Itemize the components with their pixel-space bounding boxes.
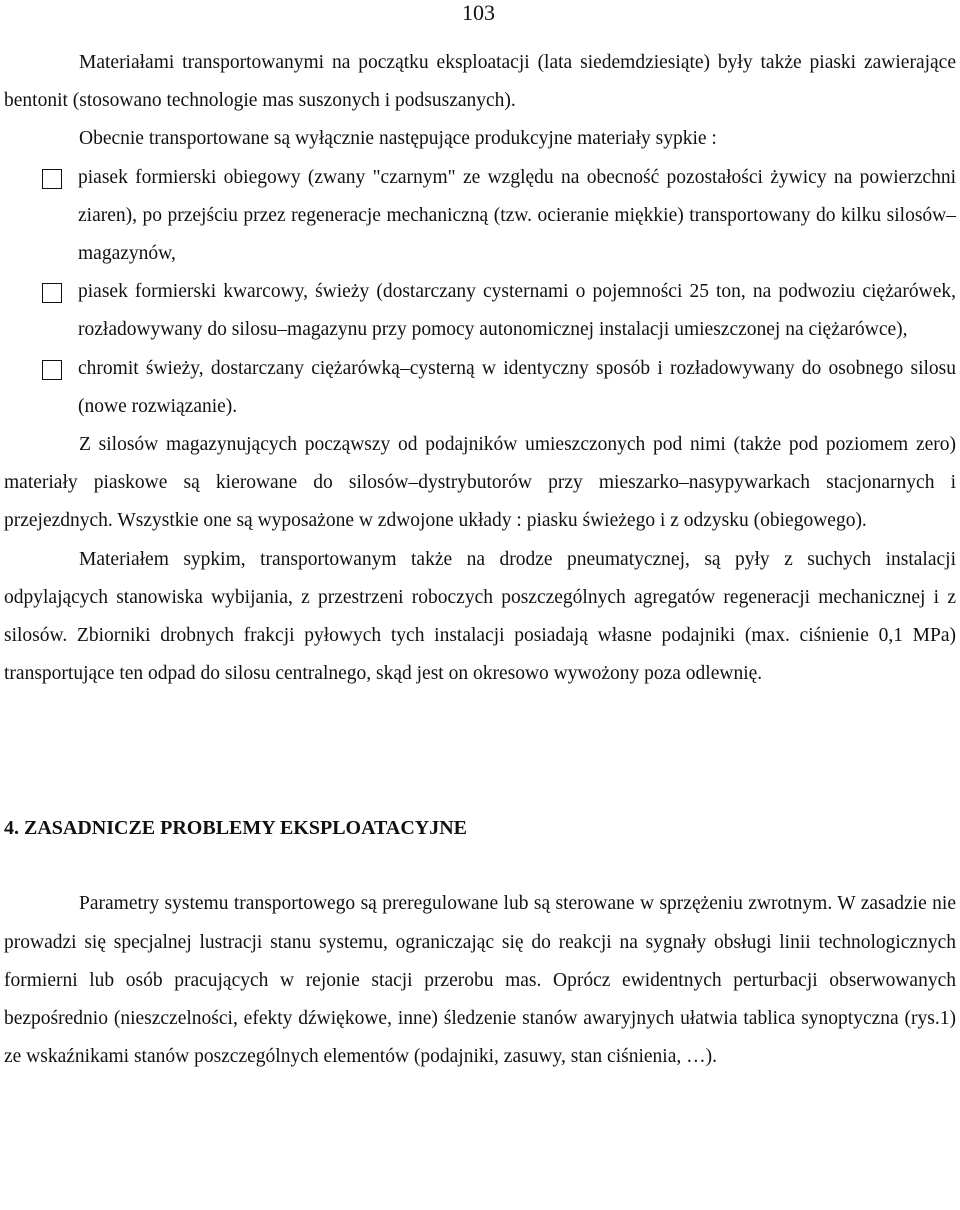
list-item bbox=[4, 350, 956, 426]
section-spacer bbox=[4, 693, 956, 809]
dust-paragraph: Materiałem sypkim, transportowanym także na drodze pneumatycznej, są pyły z suchych instalacji odpylających stanowiska wybijania, z przestrzeni roboczych poszczególnych agregatów regeneracji mechanicznej i z silosów. Zbiorniki drobnych frakcji pyłowych tych instalacji posiadają własne podajniki (max. ciśnienie 0,1 MPa) transportujące ten odpad do silosu centralnego, skąd jest on okresowo wywożony poza odlewnię. bbox=[4, 548, 956, 685]
document-body bbox=[4, 44, 956, 1076]
checkbox-square-icon bbox=[42, 283, 62, 303]
list-intro: Obecnie transportowane są wyłącznie następujące produkcyjne materiały sypkie : bbox=[79, 128, 717, 150]
checkbox-square-icon bbox=[42, 169, 62, 189]
checkbox-square-icon bbox=[42, 360, 62, 380]
list-item bbox=[4, 273, 956, 349]
silos-paragraph: Z silosów magazynujących począwszy od podajników umieszczonych pod nimi (także pod poziomem zero) materiały piaskowe są kierowane do silosów–dystrybutorów przy mieszarko–nasypywarkach stacjonarnych i przejezdnych. Wszystkie one są wyposażone w zdwojone układy : piasku świeżego i z odzysku (obiegowego). bbox=[4, 434, 956, 532]
heading-spacer bbox=[4, 847, 956, 885]
list-item-text: chromit świeży, dostarczany ciężarówką–cysterną w identyczny sposób i rozładowywany do osobnego silosu (nowe rozwiązanie). bbox=[78, 357, 956, 417]
list-item bbox=[4, 159, 956, 274]
page-number: 103 bbox=[462, 0, 495, 25]
intro-paragraph: Materiałami transportowanymi na początku eksploatacji (lata siedemdziesiąte) były także piaski zawierające bentonit (stosowano technologie mas suszonych i podsuszanych). bbox=[4, 52, 956, 112]
section-heading: 4. ZASADNICZE PROBLEMY EKSPLOATACYJNE bbox=[4, 817, 468, 840]
parameters-paragraph: Parametry systemu transportowego są preregulowane lub są sterowane w sprzężeniu zwrotnym. W zasadzie nie prowadzi się specjalnej lustracji stanu systemu, ograniczając się do reakcji na sygnały obsługi linii technologicznych formierni lub osób pracujących w rejonie stacji przerobu mas. Oprócz ewidentnych perturbacji obserwowanych bezpośrednio (nieszczelności, efekty dźwiękowe, inne) śledzenie stanów awaryjnych ułatwia tablica synoptyczna (rys.1) ze wskaźnikami stanów poszczególnych elementów (podajniki, zasuwy, stan ciśnienia, …). bbox=[4, 893, 956, 1068]
list-item-text: piasek formierski obiegowy (zwany "czarnym" ze względu na obecność pozostałości żywicy na powierzchni ziaren), po przejściu przez regeneracje mechaniczną (tzw. ocieranie miękkie) transportowany do kilku silosów–magazynów, bbox=[78, 166, 956, 265]
material-list bbox=[4, 159, 956, 426]
list-item-text: piasek formierski kwarcowy, świeży (dostarczany cysternami o pojemności 25 ton, na podwoziu ciężarówek, rozładowywany do silosu–magazynu przy pomocy autonomicznej instalacji umieszczonej na ciężarówce), bbox=[78, 281, 956, 341]
